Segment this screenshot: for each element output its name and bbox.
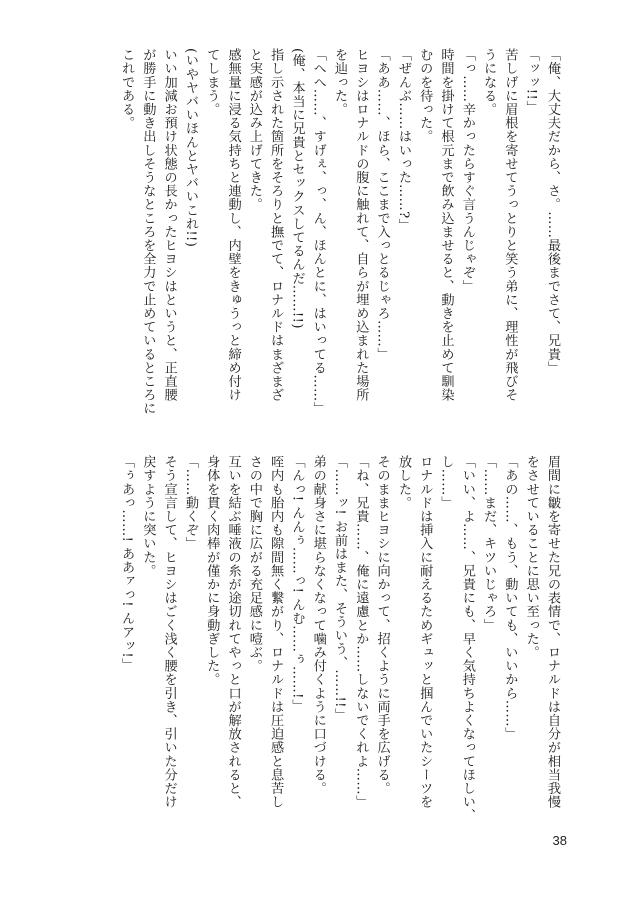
- text-line: 指し示された箇所をそろりと撫でて、ロナルドはまざまざ: [268, 48, 284, 402]
- text-line: 「っ……辛かったらすぐ言うんじゃぞ」: [459, 48, 475, 293]
- text-line: (いやヤバいほんとヤバいこれ!!): [182, 48, 198, 248]
- text-line: 「あの……、もう、動いても、いいから……」: [502, 455, 518, 741]
- text-line: 眉間に皺を寄せた兄の表情で、ロナルドは自分が相当我慢: [545, 455, 560, 809]
- text-line: 「んっ! んんぅ……っ! んむ……ぅ……!」: [289, 455, 305, 713]
- text-line: さの中で胸に広がる充足感に噎ぶ。: [246, 455, 262, 673]
- text-line: むのを待った。: [417, 48, 433, 144]
- text-line: 咥内も胎内も隙間無く繋がり、ロナルドは圧迫感と息苦し: [268, 455, 284, 809]
- text-line: 時間を掛けて根元まで飲み込ませると、動きを止めて馴染: [438, 48, 454, 402]
- text-line: をさせていることに思い至った。: [523, 455, 539, 659]
- text-line: ロナルドは挿入に耐えるためギュッと掴んでいたシーツを: [417, 455, 433, 809]
- text-line: 「ね、兄貴……、俺に遠慮とか……しないでくれよ……」: [353, 455, 369, 809]
- text-line: 「……動くぞ」: [182, 455, 198, 551]
- text-line: 「俺、大丈夫だから、さ。……最後までさて、兄貴」: [545, 48, 560, 375]
- text-line: 放した。: [395, 455, 411, 510]
- text-line: し……」: [438, 455, 454, 510]
- lower-text-block: [116, 455, 563, 823]
- text-line: 戻すように突いた。: [140, 455, 156, 578]
- text-line: 互いを結ぶ唾液の糸が途切れてやっと口が解放されると、: [225, 455, 241, 809]
- upper-text-block: [116, 48, 563, 438]
- text-line: 「……まだ、キツいじゃろ」: [481, 455, 497, 632]
- text-line: てしまう。: [204, 48, 220, 116]
- text-line: (俺、本当に兄貴とセックスしてるんだ……!!): [289, 48, 305, 329]
- text-line: そのままヒヨシに向かって、招くように両手を広げる。: [374, 455, 390, 795]
- page-number: 38: [552, 833, 567, 848]
- text-line: 身体を貫く肉棒が僅かに身動ぎした。: [204, 455, 220, 687]
- text-line: 「へへ……、すげぇ、っ、ん、ほんとに、はいってる……」: [310, 48, 326, 416]
- text-line: ヒヨシはロナルドの腹に触れて、自らが埋め込まれた場所: [353, 48, 369, 402]
- text-line: 「ぜんぶ……はいった……?」: [395, 48, 411, 233]
- text-line: と実感が込み上げてきた。: [246, 48, 262, 212]
- text-line: 感無量に浸る気持ちと連動し、内壁をきゅうっと締め付け: [225, 48, 241, 402]
- text-line: 「ああ……、ほら、ここまで入っとるじゃろ……」: [374, 48, 390, 361]
- text-line: これである。: [119, 48, 135, 130]
- text-line: 弟の献身さに堪らなくなって噛み付くように口づける。: [310, 455, 326, 795]
- text-line: そう宣言して、ヒヨシはごく浅く腰を引き、引いた分だけ: [161, 455, 177, 809]
- text-line: いい加減お預け状態の長かったヒヨシはというと、正直腰: [161, 48, 177, 402]
- text-line: が勝手に動き出しそうなところを全力で止めているところに: [140, 48, 156, 416]
- text-line: を辿った。: [332, 48, 348, 116]
- text-line: 「ッッ!!」: [523, 48, 539, 114]
- text-line: 「……ッ! お前はまた、そういう、……!!」: [332, 455, 348, 722]
- text-line: 「いい、よ……、兄貴にも、早く気持ちよくなってほしい、: [459, 455, 475, 823]
- text-line: 「ぅあっ……! ああァっ! んアッ!」: [119, 455, 135, 672]
- text-line: 苦しげに眉根を寄せてうっとりと笑う弟に、理性が飛びそ: [502, 48, 518, 402]
- text-line: うになる。: [481, 48, 497, 116]
